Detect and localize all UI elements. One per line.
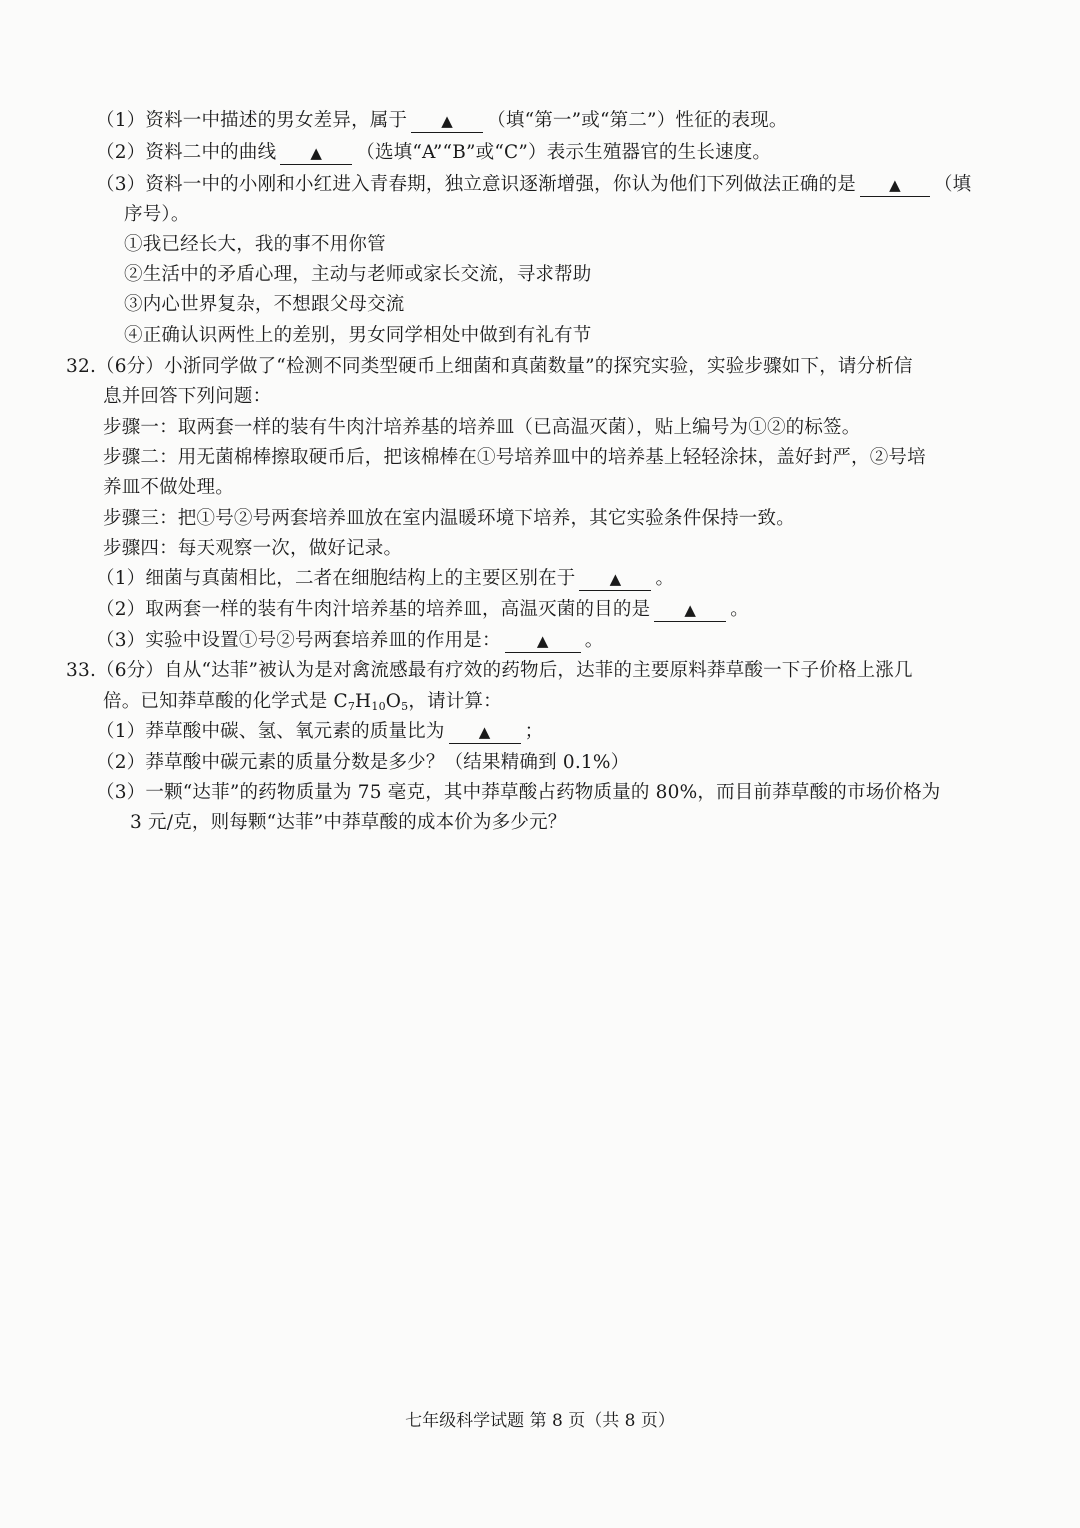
formula-o: O: [385, 691, 402, 712]
q32-part2: [96, 595, 749, 625]
q33-part3-line1: （3）一颗“达菲”的药物质量为 75 毫克，其中莽草酸占药物质量的 80%，而目前莽草酸的市场价格为: [96, 782, 941, 803]
q32-part3: [96, 626, 603, 656]
q31-part2: [96, 138, 771, 168]
triangle-marker: ▲: [310, 144, 323, 162]
triangle-marker: ▲: [609, 570, 622, 588]
q32-intro-line2: 息并回答下列问题：: [103, 386, 272, 407]
q32-part1: [96, 564, 674, 594]
answer-blank[interactable]: [411, 110, 483, 133]
q31-part1-text-end: （填“第一”或“第二”）性征的表现。: [487, 110, 788, 131]
q33-intro-line1: 33.（6分）自从“达菲”被认为是对禽流感最有疗效的药物后，达菲的主要原料莽草酸一下子价格上涨几: [66, 660, 913, 681]
q33-intro-line2-end: ，请计算：: [408, 691, 502, 712]
q33-part1: [96, 717, 543, 747]
answer-blank[interactable]: [579, 568, 651, 591]
q31-part3: [96, 170, 971, 200]
q32-part3-text: （3）实验中设置①号②号两套培养皿的作用是：: [96, 630, 501, 651]
formula-subscript-c: 7: [347, 700, 356, 713]
q33-formula-prefix: 倍。已知莽草酸的化学式是 C: [103, 691, 348, 712]
answer-blank[interactable]: [860, 174, 930, 197]
q32-intro-line1: 32.（6分）小浙同学做了“检测不同类型硬币上细菌和真菌数量”的探究实验，实验步骤如下，请分析信: [66, 356, 913, 377]
q31-part1-text: （1）资料一中描述的男女差异，属于: [96, 110, 408, 131]
q31-part3-cont: 序号）。: [124, 204, 190, 225]
q31-option-1: ①我已经长大，我的事不用你管: [124, 234, 386, 255]
answer-blank[interactable]: [654, 599, 726, 622]
q33-part1-text: （1）莽草酸中碳、氢、氧元素的质量比为: [96, 721, 445, 742]
answer-blank[interactable]: [280, 142, 352, 165]
q33-intro-line2: [103, 687, 502, 717]
page-footer: 七年级科学试题 第 8 页（共 8 页）: [405, 1411, 675, 1431]
q32-step4: 步骤四：每天观察一次，做好记录。: [103, 538, 403, 559]
q31-option-3: ③内心世界复杂，不想跟父母交流: [124, 294, 405, 315]
triangle-marker: ▲: [478, 723, 491, 741]
answer-blank[interactable]: [449, 721, 521, 744]
q31-part3-text: （3）资料一中的小刚和小红进入青春期，独立意识逐渐增强，你认为他们下列做法正确的是: [96, 174, 856, 195]
q32-step2-line1: 步骤二：用无菌棉棒擦取硬币后，把该棉棒在①号培养皿中的培养基上轻轻涂抹，盖好封严，②号培: [103, 447, 926, 468]
triangle-marker: ▲: [441, 112, 454, 130]
triangle-marker: ▲: [889, 176, 901, 194]
formula-h: H: [355, 691, 372, 712]
q32-part1-text: （1）细菌与真菌相比，二者在细胞结构上的主要区别在于: [96, 568, 576, 589]
q33-part1-text-end: ；: [524, 721, 544, 742]
q31-option-2: ②生活中的矛盾心理，主动与老师或家长交流，寻求帮助: [124, 264, 592, 285]
formula-subscript-o: 5: [401, 700, 409, 713]
q32-step1: 步骤一：取两套一样的装有牛肉汁培养基的培养皿（已高温灭菌），贴上编号为①②的标签。: [103, 417, 861, 438]
formula-subscript-h: 10: [371, 700, 386, 713]
triangle-marker: ▲: [536, 632, 549, 650]
q33-part3-line2: 3 元/克，则每颗“达菲”中莽草酸的成本价为多少元？: [130, 812, 567, 833]
answer-blank[interactable]: [505, 630, 581, 653]
q31-option-4: ④正确认识两性上的差别，男女同学相处中做到有礼有节: [124, 325, 592, 346]
q32-part3-text-end: 。: [584, 630, 604, 651]
q32-step3: 步骤三：把①号②号两套培养皿放在室内温暖环境下培养，其它实验条件保持一致。: [103, 508, 795, 529]
q31-part3-text-end: （填: [933, 174, 972, 195]
q33-part2: （2）莽草酸中碳元素的质量分数是多少？（结果精确到 0.1%）: [96, 752, 630, 773]
q32-part1-text-end: 。: [655, 568, 675, 589]
q32-part2-text: （2）取两套一样的装有牛肉汁培养基的培养皿，高温灭菌的目的是: [96, 599, 651, 620]
triangle-marker: ▲: [684, 601, 697, 619]
q31-part2-text: （2）资料二中的曲线: [96, 142, 277, 163]
q32-step2-line2: 养皿不做处理。: [103, 477, 234, 498]
q32-part2-text-end: 。: [730, 599, 749, 620]
q31-part1: [96, 106, 788, 136]
q31-part2-text-end: （选填“A”“B”或“C”）表示生殖器官的生长速度。: [356, 142, 772, 163]
